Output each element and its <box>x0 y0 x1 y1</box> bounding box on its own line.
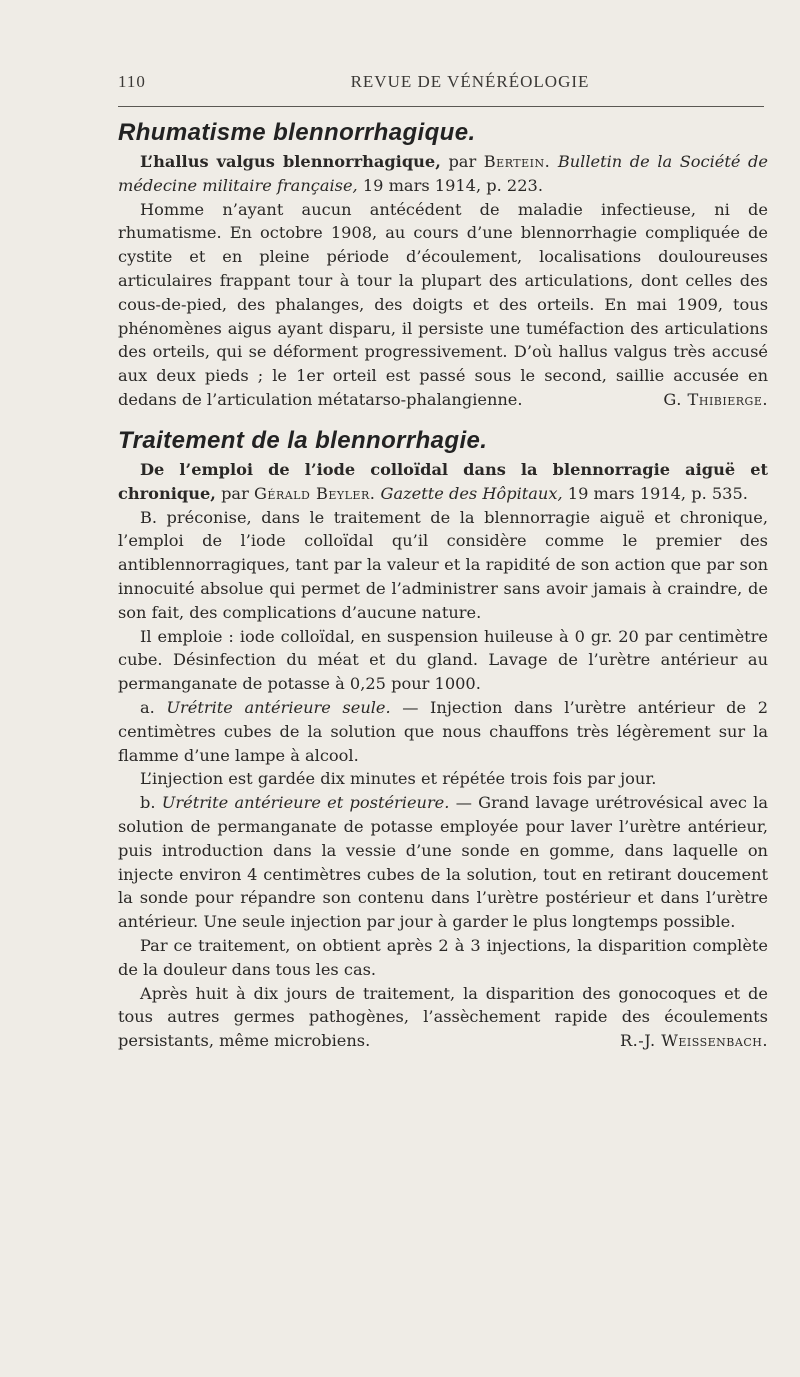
item-text: — Grand lavage urétrovésical avec la solution de permanganate de potasse employée pour laver l’urètre antérieur, puis introduction dans la vessie d’une sonde en gomme, dans laquelle on injecte environ 4 centimètres cubes de la solution, tout en retirant doucement la sonde pour répandre son contenu dans l’urètre postérieur et dans l’urètre antérieur. Une seule injection par jour à garder le plus longtemps possible. <box>118 793 768 932</box>
article-title: L’hallus valgus blennorrhagique, <box>140 152 441 171</box>
article-body <box>118 198 768 412</box>
author: Bertein. <box>483 152 551 171</box>
item-label: b. <box>140 793 156 813</box>
article-title: De l’emploi de l’iode colloïdal dans la blennorragie aiguë et chronique, <box>118 460 768 503</box>
article-reference <box>118 150 768 198</box>
item-label: a. <box>140 697 155 717</box>
paragraph: Il emploie : iode colloïdal, en suspension huileuse à 0 gr. 20 par centimètre cube. Désinfection du méat et du gland. Lavage de l’urètre antérieur au permanganate de potasse à 0,25 pour 1000. <box>118 626 768 694</box>
by-word: par <box>448 152 477 171</box>
page-number: 110 <box>118 72 146 91</box>
by-word: par <box>221 483 249 503</box>
paragraph: L’injection est gardée dix minutes et répétée trois fois par jour. <box>140 769 657 789</box>
paragraph <box>118 696 768 767</box>
header-rule <box>118 106 764 107</box>
item-heading: Urétrite antérieure seule. <box>166 697 391 717</box>
section-rhumatisme <box>118 118 768 412</box>
article-reference <box>118 458 768 506</box>
item-heading: Urétrite antérieure et postérieure. <box>161 793 450 813</box>
running-header <box>118 72 762 96</box>
paragraph-text: Après huit à dix jours de traitement, la disparition des gonocoques et de tous autres germes pathogènes, l’assèchement rapide des écoulements persistants, même microbiens. <box>118 983 768 1051</box>
signature: R.-J. Weissenbach. <box>619 1031 768 1051</box>
paragraph: B. préconise, dans le traitement de la blennorragie aiguë et chronique, l’emploi de l’iode colloïdal qu’il considère comme le premier des antiblennorragiques, tant par la valeur et la rapidité de son action que par son innocuité absolue qui permet de l’administrer sans avoir jamais à craindre, de son fait, des complications d’aucune nature. <box>118 507 768 622</box>
journal-title: REVUE DE VÉNÉRÉOLOGIE <box>350 72 590 91</box>
source-journal: Bulletin de la Société de médecine militaire française, <box>118 152 768 195</box>
source-journal: Gazette des Hôpitaux, <box>380 483 563 503</box>
source-date: 19 mars 1914, p. 535. <box>567 483 748 503</box>
author: Gérald Beyler. <box>253 483 376 503</box>
paragraph <box>118 982 768 1053</box>
section-title: Rhumatisme blennorrhagique. <box>118 119 476 146</box>
source-date: 19 mars 1914, p. 223. <box>362 175 543 195</box>
paragraph: Par ce traitement, on obtient après 2 à 3 injections, la disparition complète de la douleur dans tous les cas. <box>118 935 768 979</box>
item-text: — Injection dans l’urètre antérieur de 2 centimètres cubes de la solution que nous chauffons très légèrement sur la flamme d’une lampe à alcool. <box>118 697 768 765</box>
section-title: Traitement de la blennorrhagie. <box>118 427 488 454</box>
paragraph <box>118 791 768 934</box>
body-text: Homme n’ayant aucun antécédent de maladie infectieuse, ni de rhumatisme. En octobre 1908, au cours d’une blennorrhagie compliquée de cystite et en pleine période d’écoulement, localisations douloureuses articulaires frappant tour à tour la plupart des articulations, dont celles des cous-de-pied, des phalanges, des doigts et des orteils. En mai 1909, tous phénomènes aigus ayant disparu, il persiste une tuméfaction des articulations des orteils, qui se déforment progressivement. D’où hallus valgus très accusé aux deux pieds ; le 1er orteil est passé sous le second, saillie accusée en dedans de l’articulation métatarso-phalangienne. <box>118 199 768 409</box>
signature: G. Thibierge. <box>663 389 768 409</box>
section-traitement <box>118 426 768 1053</box>
